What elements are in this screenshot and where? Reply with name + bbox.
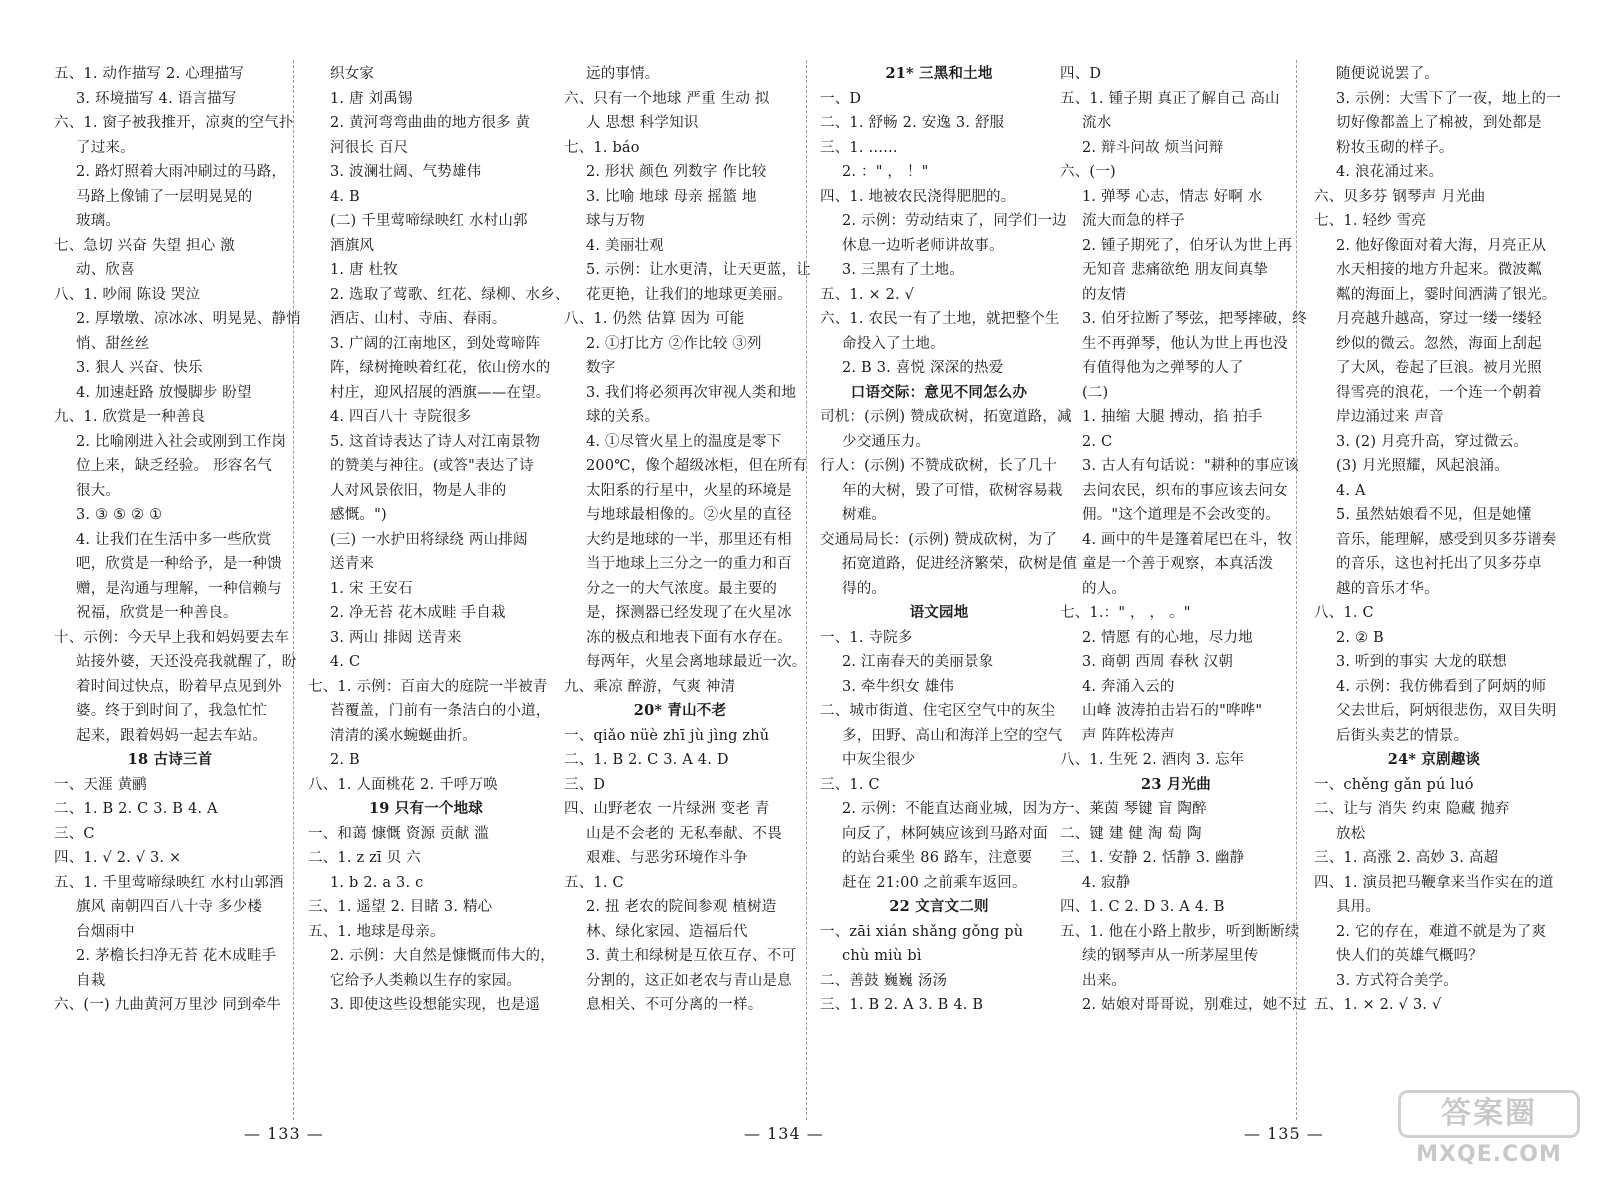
answer-line: 2. B 3. 喜悦 深深的热爱 [842, 360, 1004, 376]
answer-line: 4. 让我们在生活中多一些欣赏 [76, 531, 272, 548]
answer-line: 二、1. B 2. C 3. B 4. A [54, 801, 218, 817]
answer-line: chù miù bì [842, 948, 922, 964]
answer-column-1 [54, 62, 301, 1018]
answer-line: 2. 形状 颜色 列数字 作比较 [586, 164, 767, 180]
answer-line: 的人。 [1082, 580, 1127, 597]
answer-line: 4. A [1336, 482, 1366, 499]
answer-line: (三) 一水护田将绿绕 两山排闼 [330, 531, 528, 548]
section-heading: 语文园地 [909, 604, 969, 621]
answer-column-6 [1314, 62, 1561, 1018]
answer-column-2 [308, 62, 570, 1018]
answer-line: (二) [1082, 384, 1109, 401]
answer-line: 当于地球上三分之一的重力和百 [586, 556, 792, 572]
answer-line: 四、山野老农 一片绿洲 变老 青 [564, 801, 770, 817]
answer-line: 声 阵阵松涛声 [1082, 727, 1176, 744]
answer-line: 一、D [820, 90, 862, 107]
answer-line: 着时间过快点，盼着早点见到外 [76, 678, 282, 695]
answer-line: 台烟雨中 [76, 923, 135, 940]
answer-line: 三、1. 遥望 2. 目睹 3. 精心 [308, 899, 493, 915]
answer-line: 年的大树，毁了可惜，砍树容易栽 [842, 482, 1063, 499]
answer-line: 了过来。 [76, 139, 135, 156]
answer-line: 4. 示例：我仿佛看到了阿炳的师 [1336, 678, 1547, 695]
answer-line: 远的事情。 [586, 66, 660, 82]
answer-line: 分之一的大气浓度。最主要的 [586, 580, 778, 597]
answer-line: 4. 画中的牛是篷着尾巴在斗，牧 [1082, 531, 1293, 548]
column-divider [806, 60, 807, 1120]
section-heading: 18 古诗三首 [127, 751, 213, 768]
answer-line: 清清的溪水蜿蜒曲折。 [330, 727, 477, 744]
answer-line: 3. 伯牙拉断了琴弦，把琴摔破，终 [1082, 311, 1307, 327]
answer-line: 纱似的微云。忽然，海面上刮起 [1336, 335, 1542, 352]
answer-line: 4. 奔涌入云的 [1082, 678, 1175, 695]
answer-line: 四、1. 演员把马鞭拿来当作实在的道 [1314, 874, 1554, 891]
answer-line: 六、只有一个地球 严重 生动 拟 [564, 90, 770, 107]
answer-line: 六、(一) 九曲黄河万里沙 同到牵牛 [54, 997, 282, 1013]
answer-line: 1. 唐 刘禹锡 [330, 90, 413, 107]
answer-line: 3. 古人有句话说："耕种的事应该 [1082, 458, 1300, 474]
answer-line: 感慨。") [330, 507, 387, 523]
answer-line: 赶在 21:00 之前乘车返回。 [842, 874, 1027, 891]
answer-line: 一、莱茵 琴键 盲 陶醉 [1060, 801, 1207, 817]
answer-line: 2. 路灯照着大雨冲刷过的马路， [76, 164, 287, 180]
answer-line: 随便说说罢了。 [1336, 66, 1439, 82]
answer-line: 后街头卖艺的情景。 [1336, 727, 1469, 744]
answer-line: 3. 黄土和绿树是互依互存、不可 [586, 948, 797, 964]
answer-column-4 [820, 62, 1078, 1018]
answer-line: 4. B [330, 188, 360, 205]
answer-line: 2. 锺子期死了，伯牙认为世上再 [1082, 237, 1293, 254]
answer-line: 的赞美与神往。(或答"表达了诗 [330, 458, 534, 474]
answer-line: 位上来，缺乏经验。 形容名气 [76, 458, 272, 474]
answer-line: 3. 比喻 地球 母亲 摇篮 地 [586, 188, 757, 205]
answer-line: 是，探测器已经发现了在火星冰 [586, 605, 792, 621]
answer-line: 4. ①尽管火星上的温度是零下 [586, 433, 782, 450]
answer-line: 5. 这首诗表达了诗人对江南景物 [330, 433, 541, 450]
answer-line: 3. 示例：大雪下了一夜，地上的一 [1336, 90, 1561, 107]
page-number-133: — 133 — [244, 1124, 324, 1143]
answer-line: 山峰 波涛拍击岩石的"哗哗" [1082, 703, 1263, 719]
answer-line: 五、1. C [564, 874, 624, 891]
answer-line: 3. 狠人 兴奋、快乐 [76, 360, 203, 376]
answer-line: 休息一边听老师讲故事。 [842, 237, 1004, 254]
answer-line: 续的钢琴声从一所茅屋里传 [1082, 948, 1259, 964]
answer-line: 2. 它的存在，难道不就是为了爽 [1336, 923, 1547, 940]
answer-line: 每两年，火星会离地球最近一次。 [586, 654, 807, 670]
answer-line: 五、1. 千里莺啼绿映红 水村山郭酒 [54, 874, 284, 891]
answer-line: 球与万物 [586, 213, 645, 229]
answer-line: 3. 两山 排闼 送青来 [330, 629, 462, 646]
answer-line: 三、1. …… [820, 139, 898, 156]
answer-line: 阵，绿树掩映着红花，依山傍水的 [330, 360, 551, 376]
answer-line: 玻璃。 [76, 213, 121, 229]
answer-line: 三、C [54, 825, 95, 842]
page-number-134: — 134 — [744, 1124, 824, 1143]
section-heading: 22 文言文二则 [889, 898, 989, 915]
answer-line: 多，田野、高山和海洋上空的空气 [842, 727, 1063, 744]
answer-line: 的站台乘坐 86 路车，注意要 [842, 850, 1033, 866]
answer-line: 五、1. × 2. √ [820, 286, 915, 303]
answer-line: 村庄，迎风招展的酒旗——在望。 [330, 384, 551, 401]
answer-line: 去问农民，织布的事应该去问女 [1082, 482, 1288, 499]
answer-line: 三、1. 高涨 2. 高妙 3. 高超 [1314, 850, 1499, 866]
answer-line: 的友情 [1082, 286, 1127, 303]
answer-line: 旗风 南朝四百八十寺 多少楼 [76, 899, 263, 915]
answer-line: 3. 我们将必须再次审视人类和地 [586, 384, 797, 401]
answer-line: 五、1. 动作描写 2. 心理描写 [54, 66, 244, 82]
answer-line: 三、D [564, 776, 606, 793]
answer-line: 5. 示例：让水更清，让天更蓝，让 [586, 262, 811, 278]
answer-line: 1. 弹琴 心志，情志 好啊 水 [1082, 188, 1263, 205]
answer-line: 越的音乐才华。 [1336, 580, 1439, 597]
answer-line: 佣。"这个道理是不会改变的。 [1082, 507, 1280, 523]
answer-line: 1. b 2. a 3. c [330, 874, 424, 891]
column-divider [293, 60, 294, 1120]
answer-column-5 [1060, 62, 1307, 1018]
answer-line: 祝福，欣赏是一种善良。 [76, 605, 238, 621]
section-heading: 21* 三黑和土地 [885, 65, 993, 82]
answer-line: 2. 比喻刚进入社会或刚到工作岗 [76, 433, 287, 450]
answer-line: 3. 牵牛织女 雄伟 [842, 678, 955, 695]
answer-line: 五、1. 地球是母亲。 [308, 923, 445, 940]
answer-line: 它给予人类赖以生存的家园。 [330, 972, 522, 989]
answer-line: 中灰尘很少 [842, 752, 916, 768]
answer-line: 2. C [1082, 433, 1113, 450]
answer-line: 人对风景依旧，物是人非的 [330, 482, 507, 499]
answer-line: 得的。 [842, 580, 887, 597]
answer-line: 三、1. C [820, 776, 880, 793]
answer-line: 4. 寂静 [1082, 874, 1131, 891]
answer-line: 生不再弹琴，他认为世上再也没 [1082, 335, 1288, 352]
answer-line: 3. ③ ⑤ ② ① [76, 507, 163, 523]
answer-line: 4. 加速赶路 放慢脚步 盼望 [76, 384, 252, 401]
answer-line: 八、1. 吵闹 陈设 哭泣 [54, 286, 201, 303]
answer-line: 2. 情愿 有的心地，尽力地 [1082, 629, 1253, 646]
answer-line: 童是一个善于观察，本真活泼 [1082, 556, 1274, 572]
answer-line: 酒旗风 [330, 237, 375, 254]
answer-line: 无知音 悲痛欲绝 朋友间真挚 [1082, 262, 1269, 278]
answer-line: 七、1.：" ， ， 。" [1060, 605, 1191, 621]
watermark-text: 答案圈 [1398, 1090, 1580, 1138]
answer-line: 3. 商朝 西周 春秋 汉朝 [1082, 654, 1234, 670]
answer-line: 四、1. √ 2. √ 3. × [54, 850, 182, 866]
answer-line: 2. 茅檐长扫净无苔 花木成畦手 [76, 948, 277, 964]
answer-line: 二、键 建 健 淘 萄 陶 [1060, 825, 1202, 842]
answer-line: 3. (2) 月亮升高，穿过微云。 [1336, 433, 1528, 450]
answer-line: (二) 千里莺啼绿映红 水村山郭 [330, 213, 528, 229]
answer-line: 冻的极点和地表下面有水存在。 [586, 629, 792, 646]
answer-line: 3. 三黑有了土地。 [842, 262, 964, 278]
answer-line: 父去世后，阿炳很悲伤，双目失明 [1336, 703, 1557, 719]
answer-line: 4. 浪花涌过来。 [1336, 164, 1444, 180]
answer-line: 二、善鼓 巍巍 汤汤 [820, 972, 948, 989]
answer-line: 大约是地球的一半，那里还有相 [586, 531, 792, 548]
answer-line: 1. 抽缩 大腿 搏动，掐 拍手 [1082, 409, 1263, 425]
answer-line: 2. 他好像面对着大海，月亮正从 [1336, 237, 1547, 254]
answer-line: 2. 厚墩墩、凉冰冰、明晃晃、静悄 [76, 311, 301, 327]
answer-line: 七、急切 兴奋 失望 担心 激 [54, 237, 235, 254]
answer-line: 2. 扭 老农的院间参观 植树造 [586, 899, 777, 915]
answer-line: 2. ①打比方 ②作比较 ③列 [586, 335, 762, 352]
watermark-url: MXQE.COM [1416, 1142, 1562, 1167]
answer-line: 吧，欣赏是一种给予，是一种馈 [76, 556, 282, 572]
answer-line: 酒店、山村、寺庙、春雨。 [330, 311, 507, 327]
answer-line: 得雪亮的浪花，一个连一个朝着 [1336, 384, 1542, 401]
answer-line: 树难。 [842, 507, 887, 523]
answer-line: 八、1. 人面桃花 2. 千呼万唤 [308, 776, 498, 793]
answer-line: 5. 虽然姑娘看不见，但是她懂 [1336, 507, 1532, 523]
answer-line: 婆。终于到时间了，我急忙忙 [76, 703, 268, 719]
answer-line: 2. 黄河弯弯曲曲的地方很多 黄 [330, 115, 531, 131]
answer-line: 二、让与 消失 约束 隐藏 抛弃 [1314, 801, 1510, 817]
page-number-135: — 135 — [1244, 1124, 1324, 1143]
answer-line: 3. 即使这些设想能实现，也是遥 [330, 997, 541, 1013]
answer-line: 2. 姑娘对哥哥说，别难过，她不过 [1082, 997, 1307, 1013]
answer-line: 4. C [330, 654, 361, 670]
answer-line: 很大。 [76, 482, 121, 499]
answer-line: 具用。 [1336, 899, 1381, 915]
section-heading: 口语交际：意见不同怎么办 [850, 383, 1028, 401]
answer-line: 赠，是沟通与理解，一种信赖与 [76, 580, 282, 597]
answer-line: 交通局局长：(示例) 赞成砍树，为了 [820, 531, 1058, 548]
answer-line: 3. 方式符合美学。 [1336, 972, 1458, 989]
answer-line: 八、1. 生死 2. 酒肉 3. 忘年 [1060, 752, 1245, 768]
answer-line: 八、1. 仍然 估算 因为 可能 [564, 311, 745, 327]
answer-line: 了大风，卷起了巨浪。被月光照 [1336, 360, 1542, 376]
answer-line: 4. 美丽壮观 [586, 237, 664, 254]
answer-line: 四、1. C 2. D 3. A 4. B [1060, 899, 1225, 915]
answer-line: 粼的海面上，霎时间洒满了银光。 [1336, 286, 1557, 303]
answer-line: 一、和蔼 慷慨 资源 贡献 滥 [308, 825, 489, 842]
section-heading: 20* 青山不老 [633, 702, 727, 719]
answer-line: 起来，跟着妈妈一起去车站。 [76, 727, 268, 744]
answer-line: 一、天涯 黄鹂 [54, 776, 148, 793]
answer-line: 2. 江南春天的美丽景象 [842, 654, 994, 670]
answer-line: 七、1. 示例：百亩大的庭院一半被青 [308, 678, 548, 695]
answer-line: 流水 [1082, 115, 1112, 131]
section-heading: 19 只有一个地球 [368, 800, 484, 817]
answer-line: 一、qiǎo nüè zhī jù jìng zhǔ [564, 727, 770, 744]
answer-line: 十、示例：今天早上我和妈妈要去车 [54, 629, 290, 646]
answer-line: 苔覆盖，门前有一条洁白的小道， [330, 703, 551, 719]
answer-line: 送青来 [330, 556, 375, 572]
answer-line: 人 思想 科学知识 [586, 115, 699, 131]
answer-line: 放松 [1336, 825, 1366, 842]
answer-line: 2. 示例：劳动结束了，同学们一边 [842, 213, 1067, 229]
answer-line: 向反了，林阿姨应该到马路对面 [842, 825, 1048, 842]
answer-line: 粉妆玉砌的样子。 [1336, 139, 1454, 156]
answer-line: 七、1. 轻纱 雪亮 [1314, 213, 1427, 229]
answer-line: 一、zāi xián shǎng gǒng pù [820, 923, 1024, 940]
answer-line: 站接外婆，天还没亮我就醒了，盼 [76, 654, 297, 670]
column-divider [1296, 60, 1297, 1120]
answer-line: 200℃，像个超级冰柜，但在所有 [586, 458, 808, 474]
answer-line: 岸边涌过来 声音 [1336, 409, 1444, 425]
answer-line: 2. 示例：不能直达商业城，因为方 [842, 801, 1067, 817]
answer-line: 拓宽道路，促进经济繁荣，砍树是值 [842, 556, 1078, 572]
answer-line: (3) 月光照耀，风起浪涌。 [1336, 458, 1509, 474]
answer-line: 2. B [330, 752, 360, 768]
answer-line: 河很长 百尺 [330, 139, 409, 156]
answer-line: 少交通压力。 [842, 433, 931, 450]
answer-line: 流大而急的样子 [1082, 213, 1185, 229]
watermark-logo [1398, 1090, 1580, 1186]
answer-line: 分割的，这正如老农与青山是息 [586, 972, 792, 989]
answer-line: 2. 示例：大自然是慷慨而伟大的， [330, 948, 555, 964]
section-heading: 23 月光曲 [1141, 775, 1211, 793]
answer-line: 九、乘凉 醉游，气爽 神清 [564, 678, 736, 695]
answer-line: 悄、甜丝丝 [76, 335, 150, 352]
answer-line: 五、1. × 2. √ 3. √ [1314, 997, 1442, 1013]
answer-line: 命投入了土地。 [842, 335, 945, 352]
answer-line: 3. 听到的事实 大龙的联想 [1336, 654, 1507, 670]
answer-line: 三、1. B 2. A 3. B 4. B [820, 997, 984, 1013]
answer-line: 林、绿化家园、造福后代 [586, 923, 748, 940]
answer-line: 七、1. báo [564, 139, 640, 156]
answer-line: 2. 净无苔 花木成畦 手自栽 [330, 605, 506, 621]
answer-line: 五、1. 他在小路上散步，听到断断续 [1060, 923, 1300, 940]
answer-line: 六、1. 农民一有了土地，就把整个生 [820, 311, 1060, 327]
answer-line: 1. 唐 杜牧 [330, 262, 398, 278]
answer-line: 出来。 [1082, 972, 1127, 989]
section-heading: 24* 京剧趣谈 [1387, 751, 1481, 768]
answer-line: 六、1. 窗子被我推开，凉爽的空气扑 [54, 115, 294, 131]
answer-line: 六、(一) [1060, 164, 1116, 180]
answer-line: 2. ：" ， ！" [842, 164, 929, 180]
answer-line: 织女家 [330, 66, 375, 82]
answer-line: 太阳系的行星中，火星的环境是 [586, 482, 792, 499]
answer-line: 2. 选取了莺歌、红花、绿柳、水乡、 [330, 286, 570, 303]
answer-line: 山是不会老的 无私奉献、不畏 [586, 825, 782, 842]
answer-line: 二、城市街道、住宅区空气中的灰尘 [820, 703, 1056, 719]
answer-line: 司机：(示例) 赞成砍树，拓宽道路，减 [820, 409, 1072, 425]
answer-line: 四、D [1060, 66, 1102, 82]
answer-line: 的音乐，这也衬托出了贝多芬卓 [1336, 556, 1542, 572]
answer-line: 一、1. 寺院多 [820, 629, 913, 646]
answer-line: 水天相接的地方升起来。微波粼 [1336, 262, 1542, 278]
answer-line: 花更艳，让我们的地球更美丽。 [586, 286, 792, 303]
answer-line: 二、1. z zī 贝 六 [308, 850, 421, 866]
answer-line: 一、chěng gǎn pú luó [1314, 776, 1474, 793]
answer-line: 月亮越升越高，穿过一缕一缕轻 [1336, 311, 1542, 327]
answer-line: 九、1. 欣赏是一种善良 [54, 409, 206, 425]
answer-line: 四、1. 地被农民浇得肥肥的。 [820, 188, 1016, 205]
answer-line: 1. 宋 王安石 [330, 580, 413, 597]
answer-line: 球的关系。 [586, 409, 660, 425]
answer-line: 有值得他为之弹琴的人了 [1082, 360, 1244, 376]
answer-line: 三、1. 安静 2. 恬静 3. 幽静 [1060, 850, 1245, 866]
answer-line: 动、欣喜 [76, 262, 135, 278]
answer-line: 2. ② B [1336, 629, 1384, 646]
answer-line: 2. 辩斗问故 烦当问辩 [1082, 139, 1224, 156]
answer-line: 息相关、不可分离的一样。 [586, 997, 763, 1013]
answer-line: 六、贝多芬 钢琴声 月光曲 [1314, 188, 1486, 205]
answer-line: 马路上像铺了一层明晃晃的 [76, 188, 253, 205]
answer-line: 五、1. 锺子期 真正了解自己 高山 [1060, 90, 1280, 107]
answer-line: 快人们的英雄气概吗？ [1336, 948, 1483, 964]
answer-line: 4. 四百八十 寺院很多 [330, 409, 472, 425]
answer-line: 数字 [586, 360, 616, 376]
answer-line: 二、1. B 2. C 3. A 4. D [564, 752, 729, 768]
answer-line: 自栽 [76, 972, 106, 989]
answer-line: 艰难、与恶劣环境作斗争 [586, 850, 748, 866]
answer-line: 音乐，能理解，感受到贝多芬谱奏 [1336, 531, 1557, 548]
answer-line: 切好像都盖上了棉被，到处都是 [1336, 115, 1542, 131]
answer-line: 行人：(示例) 不赞成砍树，长了几十 [820, 458, 1058, 474]
answer-line: 3. 波澜壮阔、气势雄伟 [330, 164, 482, 180]
answer-line: 3. 环境描写 4. 语言描写 [76, 90, 237, 107]
answer-line: 3. 广阔的江南地区，到处莺啼阵 [330, 335, 541, 352]
answer-line: 八、1. C [1314, 605, 1374, 621]
answer-column-3 [564, 62, 811, 1018]
answer-line: 二、1. 舒畅 2. 安逸 3. 舒服 [820, 115, 1005, 131]
answer-line: 与地球最相像的。②火星的直径 [586, 507, 792, 523]
